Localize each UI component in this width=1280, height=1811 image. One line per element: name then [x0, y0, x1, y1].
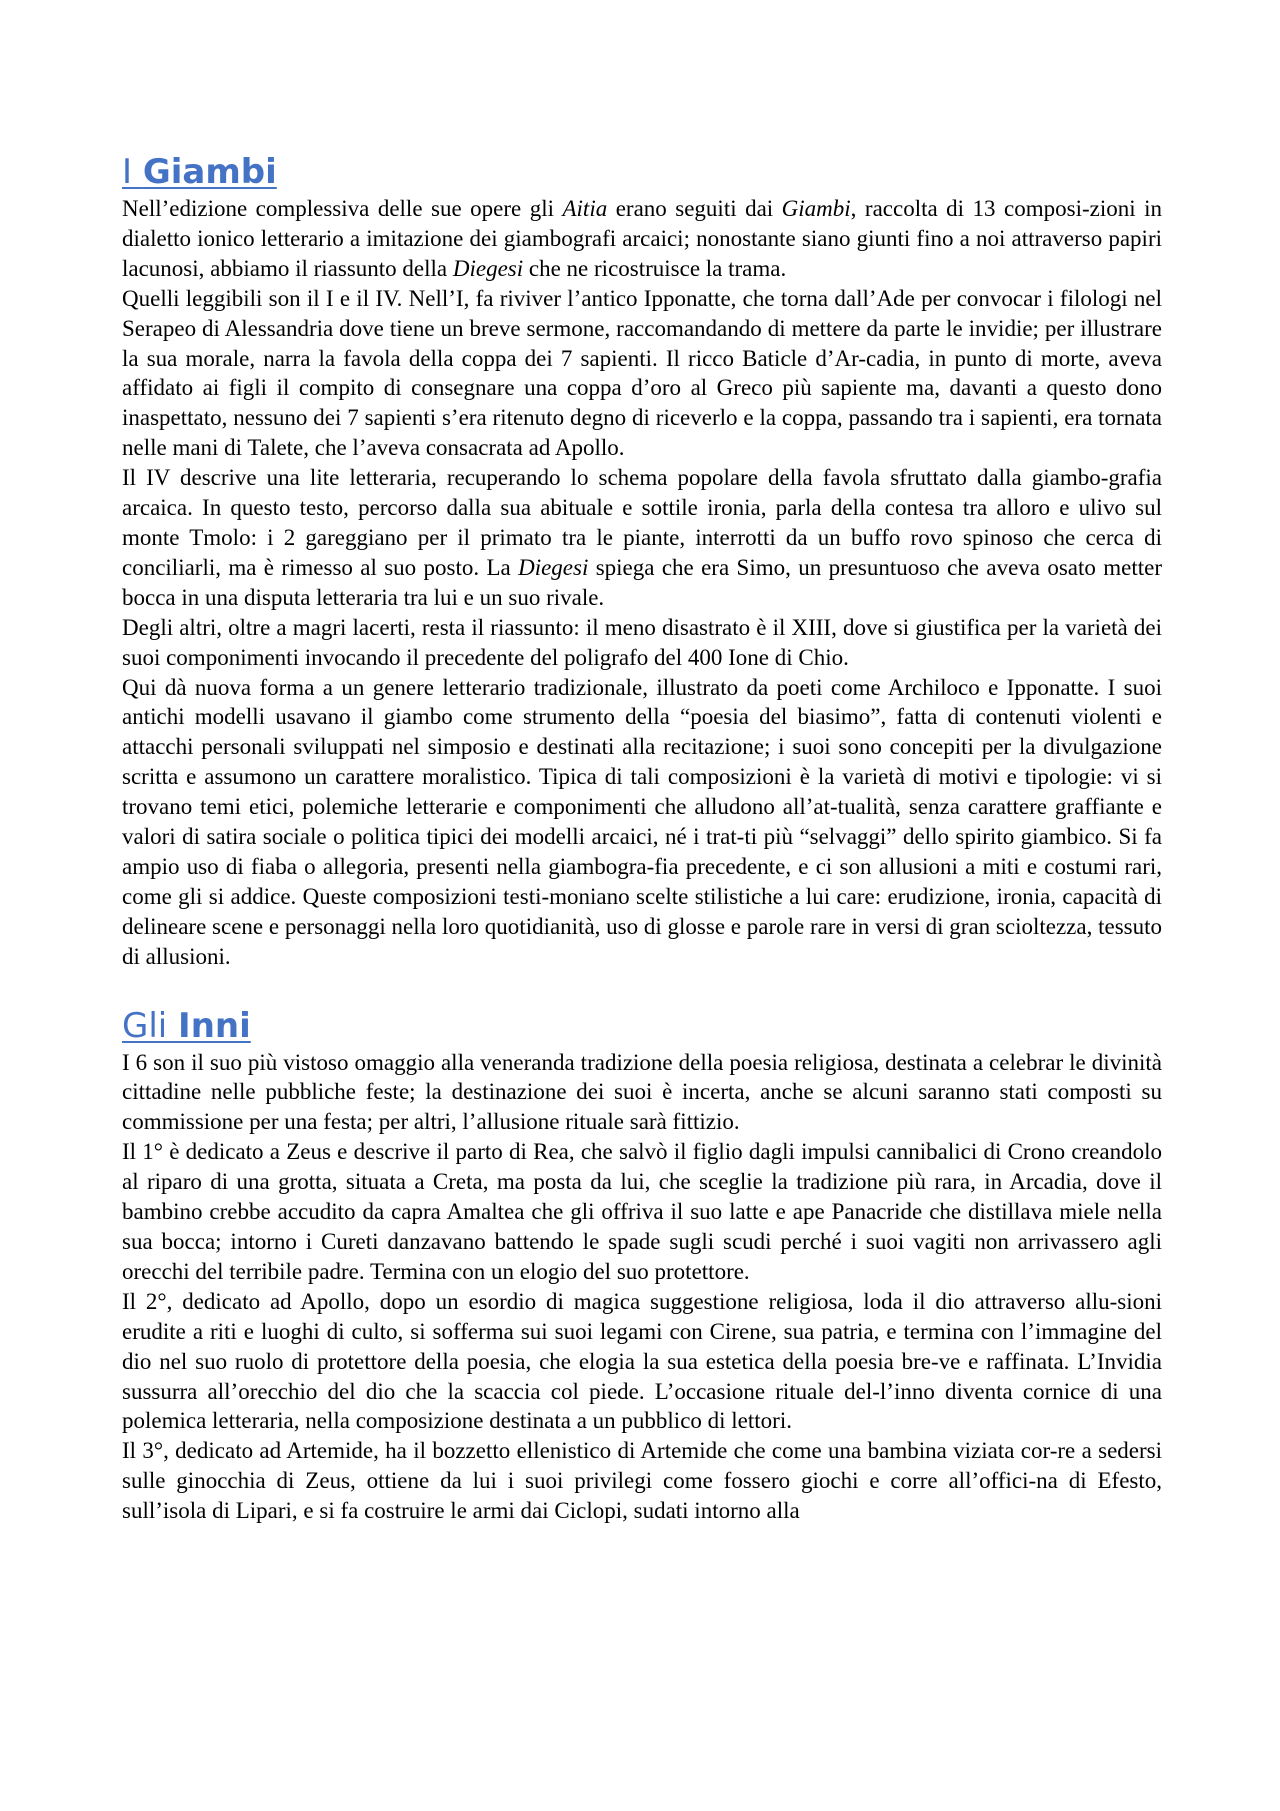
text-run: Qui dà nuova forma a un genere letterario tradizionale, illustrato da poeti come Archiloco e Ipponatte. I suoi antichi modelli usavano il giambo come strumento della “poesia del biasimo”, fatta di contenuti violenti e attacchi personali sviluppati nel simposio e destinati alla recitazione; i suoi sono concepiti per la divulgazione scritta e assumono un carattere moralistico. Tipica di tali composizioni è la varietà di motivi e tipologie: vi si trovano temi etici, polemiche letterarie e componimenti che alludono all’at-tualità, senza carattere graffiante e valori di satira sociale o politica tipici dei modelli arcaici, né i trat-ti più “selvaggi” dello spirito giambico. Si fa ampio uso di fiaba o allegoria, presenti nella giambogra-fia precedente, e ci son allusioni a miti e costumi rari, come gli si addice. Queste composizioni testi-moniano scelte stilistiche a lui care: erudizione, ironia, capacità di delineare scene e personaggi nella loro quotidianità, uso di glosse e parole rare in versi di gran scioltezza, tessuto di allusioni. [122, 674, 1162, 969]
italic-text: Giambi [781, 196, 851, 221]
paragraph [122, 463, 1162, 613]
heading-prefix: Gli [122, 1005, 179, 1046]
text-run: Il 2°, dedicato ad Apollo, dopo un esordio di magica suggestione religiosa, loda il dio attraverso allu-sioni erudite a riti e luoghi di culto, si sofferma sui suoi legami con Cirene, sua patria, e termina con l’immagine del dio nel suo ruolo di protettore della poesia, che elogia la sua estetica della poesia bre-ve e raffinata. L’Invidia sussurra all’orecchio del dio che la scaccia col piede. L’occasione rituale del-l’inno diventa cornice di una polemica letteraria, nella composizione destinata a un pubblico di lettori. [122, 1288, 1162, 1434]
document-page [122, 150, 1162, 1526]
section-heading [122, 1004, 1162, 1048]
paragraph [122, 284, 1162, 463]
paragraph [122, 673, 1162, 972]
paragraph [122, 1048, 1162, 1138]
text-run: erano seguiti dai [607, 196, 782, 221]
text-run: Il 3°, dedicato ad Artemide, ha il bozzetto ellenistico di Artemide che come una bambina viziata cor-re a sedersi sulle ginocchia di Zeus, ottiene da lui i suoi privilegi come fossero giochi e corre all’offici-na di Efesto, sull’isola di Lipari, e si fa costruire le armi dai Ciclopi, sudati intorno alla [122, 1438, 1162, 1524]
text-run: Il 1° è dedicato a Zeus e descrive il parto di Rea, che salvò il figlio dagli impulsi cannibalici di Crono creandolo al riparo di una grotta, situata a Creta, ma posta da lui, che sceglie la tradizione più rara, in Arcadia, dove il bambino crebbe accudito da capra Amaltea che gli offriva il suo latte e ape Panacride che distillava miele nella sua bocca; intorno i Cureti danzavano battendo le spade sugli scudi perché i suoi vagiti non arrivassero agli orecchi del terribile padre. Termina con un elogio del suo protettore. [122, 1139, 1162, 1284]
paragraph [122, 1287, 1162, 1437]
italic-text: Aitia [562, 196, 608, 221]
heading-strong: Giambi [142, 152, 277, 192]
section-inni [122, 1004, 1162, 1527]
text-run: Il IV descrive una lite letteraria, recuperando lo schema popolare della favola sfruttato dalla giambo-grafia arcaica. In questo testo, percorso dalla sua abituale e sottile ironia, parla della contesa tra alloro e ulivo sul monte Tmolo: i 2 gareggiano per il primato tra le piante, interrotti da un buffo rovo spinoso che cerca di conciliarli, ma è rimesso al suo posto. La [122, 465, 1162, 580]
paragraph [122, 1137, 1162, 1287]
paragraph [122, 613, 1162, 673]
text-run: Degli altri, oltre a magri lacerti, resta il riassunto: il meno disastrato è il XIII, dove si giustifica per la varietà dei suoi componimenti invocando il precedente del poligrafo del 400 Ione di Chio. [122, 614, 1162, 670]
text-run: I 6 son il suo più vistoso omaggio alla veneranda tradizione della poesia religiosa, destinata a celebrar le divinità cittadine nelle pubbliche feste; la destinazione dei suoi è incerta, anche se alcuni saranno stati composti su commissione per una festa; per altri, l’allusione rituale sarà fittizio. [122, 1049, 1162, 1135]
text-run: Quelli leggibili son il I e il IV. Nell’I, fa riviver l’antico Ipponatte, che torna dall’Ade per convocar i filologi nel Serapeo di Alessandria dove tiene un breve sermone, raccomandando di mettere da parte le invidie; per illustrare la sua morale, narra la favola della coppa dei 7 sapienti. Il ricco Baticle d’Ar-cadia, in punto di morte, aveva affidato ai figli il compito di consegnare una coppa d’oro al Greco più sapiente ma, davanti a questo dono inaspettato, nessuno dei 7 sapienti s’era ritenuto degno di riceverlo e la coppa, passando tra i sapienti, era tornata nelle mani di Talete, che l’aveva consacrata ad Apollo. [122, 285, 1162, 461]
paragraph [122, 1436, 1162, 1526]
text-run: Nell’edizione complessiva delle sue opere gli [122, 196, 563, 221]
section-heading [122, 150, 1162, 194]
text-run: che ne ricostruisce la trama. [523, 255, 787, 281]
italic-text: Diegesi [518, 554, 589, 580]
italic-text: Diegesi [452, 255, 524, 281]
paragraph [122, 194, 1162, 284]
text-run: spiega che era Simo, un presuntuoso che aveva osato metter bocca in una disputa letteraria tra lui e un suo rivale. [122, 554, 1162, 610]
heading-strong: Inni [178, 1005, 251, 1046]
text-run: , raccolta di 13 composi-zioni in dialetto ionico letterario a imitazione dei giambografi arcaici; nonostante siano giunti fino a noi attraverso papiri lacunosi, abbiamo il riassunto della [122, 196, 1162, 281]
heading-prefix: I [122, 152, 143, 192]
section-giambi [122, 150, 1162, 972]
